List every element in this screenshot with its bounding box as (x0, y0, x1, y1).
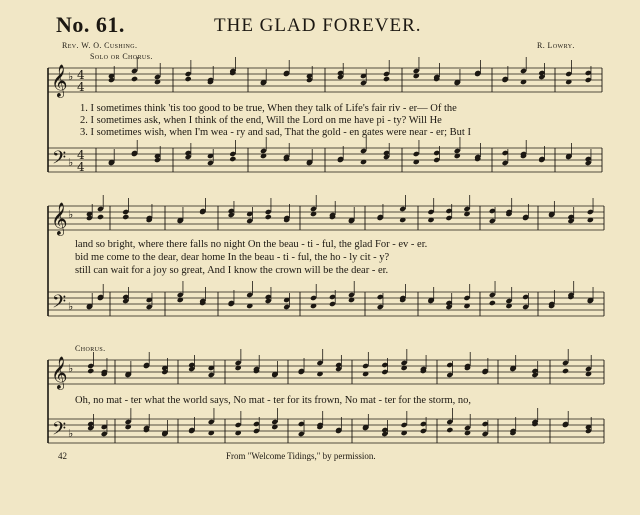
time-signature: 4 (77, 160, 85, 174)
bass-note (229, 156, 236, 162)
time-signature: 4 (77, 148, 85, 162)
key-flat: ♭ (68, 300, 74, 313)
treble-note (97, 214, 104, 220)
verse-2-line-2: bid me come to the dear, dear home In the beau - ti - ful, the ho - ly cit - y? (75, 252, 390, 263)
chorus-label: Chorus. (75, 344, 106, 353)
treble-note (185, 76, 192, 82)
performance-note: Solo or Chorus. (90, 52, 153, 61)
page-number: 42 (58, 451, 67, 461)
treble-note (122, 214, 129, 220)
bass-note (489, 300, 496, 306)
verse-1-line-2: land so bright, where there falls no night On the beau - ti - ful, the glad For - ev - er. (75, 239, 428, 250)
bass-clef: 𝄢 (52, 148, 67, 173)
treble-note (87, 368, 94, 374)
treble-clef: 𝄞 (51, 64, 68, 97)
treble-note (562, 368, 569, 374)
bass-clef: 𝄢 (52, 292, 67, 317)
chorus-lyrics: Oh, no mat - ter what the world says, No mat - ter for its frown, No mat - ter for the storm, no, (75, 395, 471, 406)
time-signature: 4 (77, 68, 85, 82)
treble-note (383, 76, 390, 82)
verse-2-line-1: 2. I sometimes ask, when I think of the end, Will the Lord on me have pi - ty? Will He (80, 115, 442, 126)
author-credit: Rev. W. O. Cushing. (62, 41, 138, 50)
treble-clef: 𝄞 (51, 202, 68, 235)
verse-3-line-1: 3. I sometimes wish, when I'm wea - ry and sad, That the gold - en gates were near - er; But I (80, 127, 471, 138)
hymn-title: THE GLAD FOREVER. (214, 15, 422, 36)
source-credit: From "Welcome Tidings," by permission. (226, 451, 376, 461)
treble-clef: 𝄞 (51, 356, 68, 389)
bass-clef: 𝄢 (52, 419, 67, 444)
verse-3-line-2: still can wait for a joy so great, And I know the crown will be the dear - er. (75, 265, 389, 276)
time-signature: 4 (77, 80, 85, 94)
verse-1-line-1: 1. I sometimes think 'tis too good to be true, When they talk of Life's fair riv - er— Of the (80, 103, 457, 114)
key-flat: ♭ (68, 427, 74, 440)
key-flat: ♭ (68, 156, 74, 169)
treble-note (265, 214, 272, 220)
bass-note (446, 427, 453, 433)
composer-credit: R. Lowry. (537, 41, 575, 50)
hymn-number: No. 61. (56, 12, 125, 37)
key-flat: ♭ (68, 362, 74, 375)
key-flat: ♭ (68, 70, 74, 83)
treble-note (131, 76, 138, 82)
key-flat: ♭ (68, 208, 74, 221)
